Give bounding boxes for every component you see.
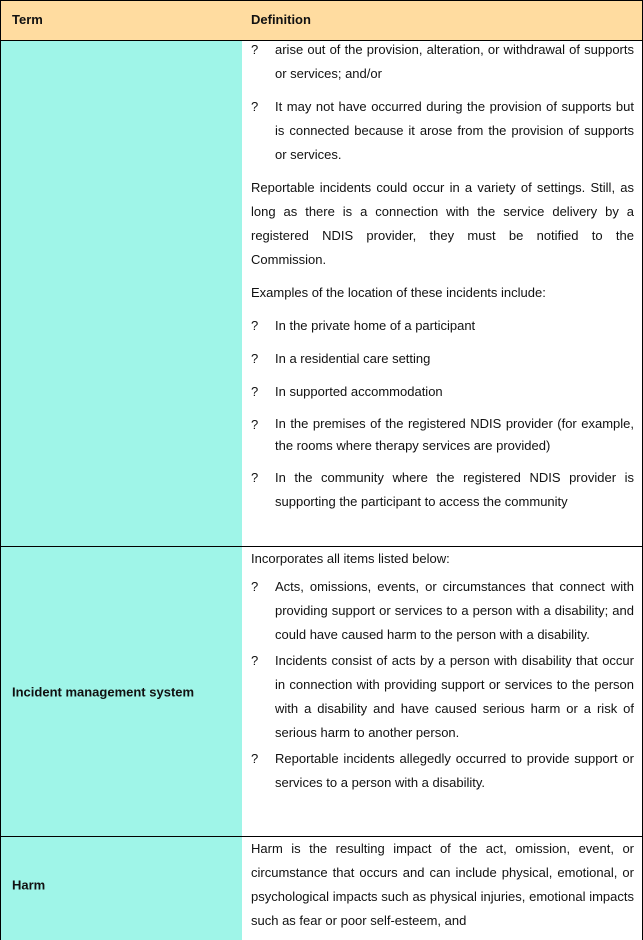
term-cell xyxy=(0,836,243,940)
table-row xyxy=(0,836,643,940)
bullet-marker: ? xyxy=(251,384,259,399)
bullet-text: arise out of the provision, alteration, or withdrawal of supports or services; and/or xyxy=(275,42,634,81)
list-item xyxy=(251,575,634,647)
definition-paragraph: Reportable incidents could occur in a variety of settings. Still, as long as there is a connection with the service delivery by a registered NDIS provider, they must be notified to the Commission. xyxy=(251,180,634,267)
term-label: Harm xyxy=(12,877,46,893)
table-header-row xyxy=(0,0,643,40)
table-row xyxy=(0,40,643,546)
list-item xyxy=(251,413,634,457)
bullet-marker: ? xyxy=(251,579,259,594)
list-item xyxy=(251,38,634,86)
bullet-marker: ? xyxy=(251,351,259,366)
list-item xyxy=(251,466,634,514)
bullet-marker: ? xyxy=(251,417,259,432)
header-cell-term xyxy=(0,0,243,40)
term-cell xyxy=(0,546,243,836)
bullet-text: Acts, omissions, events, or circumstances that connect with providing support or services to a person with a disability; and could have caused harm to the person with a disability. xyxy=(275,579,634,642)
bullet-text: It may not have occurred during the provision of supports but is connected because it arose from the provision of supports or services. xyxy=(275,99,634,162)
bullet-text: In supported accommodation xyxy=(275,384,443,399)
bullet-text: In the community where the registered NDIS provider is supporting the participant to access the community xyxy=(275,470,634,509)
definition-paragraph: Harm is the resulting impact of the act, omission, event, or circumstance that occurs and can include physical, emotional, or psychological impacts such as physical injuries, emotional impacts such as fear or poor self-esteem, and xyxy=(251,841,634,928)
header-term-label: Term xyxy=(12,12,43,27)
bullet-text: In the private home of a participant xyxy=(275,318,476,333)
bullet-marker: ? xyxy=(251,318,259,333)
bullet-marker: ? xyxy=(251,99,259,114)
header-definition-label: Definition xyxy=(251,12,311,27)
bullet-text: In a residential care setting xyxy=(275,351,431,366)
term-cell xyxy=(0,40,243,546)
term-label: Incident management system xyxy=(12,684,195,699)
bullet-text: In the premises of the registered NDIS provider (for example, the rooms where therapy services are provided) xyxy=(275,416,634,453)
examples-intro: Examples of the location of these incidents include: xyxy=(251,285,546,300)
definition-cell xyxy=(242,836,643,940)
list-item xyxy=(251,380,634,404)
list-item xyxy=(251,95,634,167)
list-item xyxy=(251,649,634,745)
definition-cell xyxy=(242,546,643,836)
bullet-marker: ? xyxy=(251,42,259,57)
list-item xyxy=(251,314,634,338)
table-row xyxy=(0,546,643,836)
bullet-text: Reportable incidents allegedly occurred to provide support or services to a person with a disability. xyxy=(275,751,634,790)
definition-intro: Incorporates all items listed below: xyxy=(251,551,450,566)
header-cell-definition xyxy=(242,0,643,40)
bullet-marker: ? xyxy=(251,470,259,485)
bullet-marker: ? xyxy=(251,653,259,668)
list-item xyxy=(251,747,634,795)
bullet-text: Incidents consist of acts by a person with disability that occur in connection with providing support or services to the person with a disability and have caused serious harm or a risk of serious harm to another person. xyxy=(275,653,634,740)
list-item xyxy=(251,347,634,371)
definition-cell xyxy=(242,40,643,546)
bullet-marker: ? xyxy=(251,751,259,766)
